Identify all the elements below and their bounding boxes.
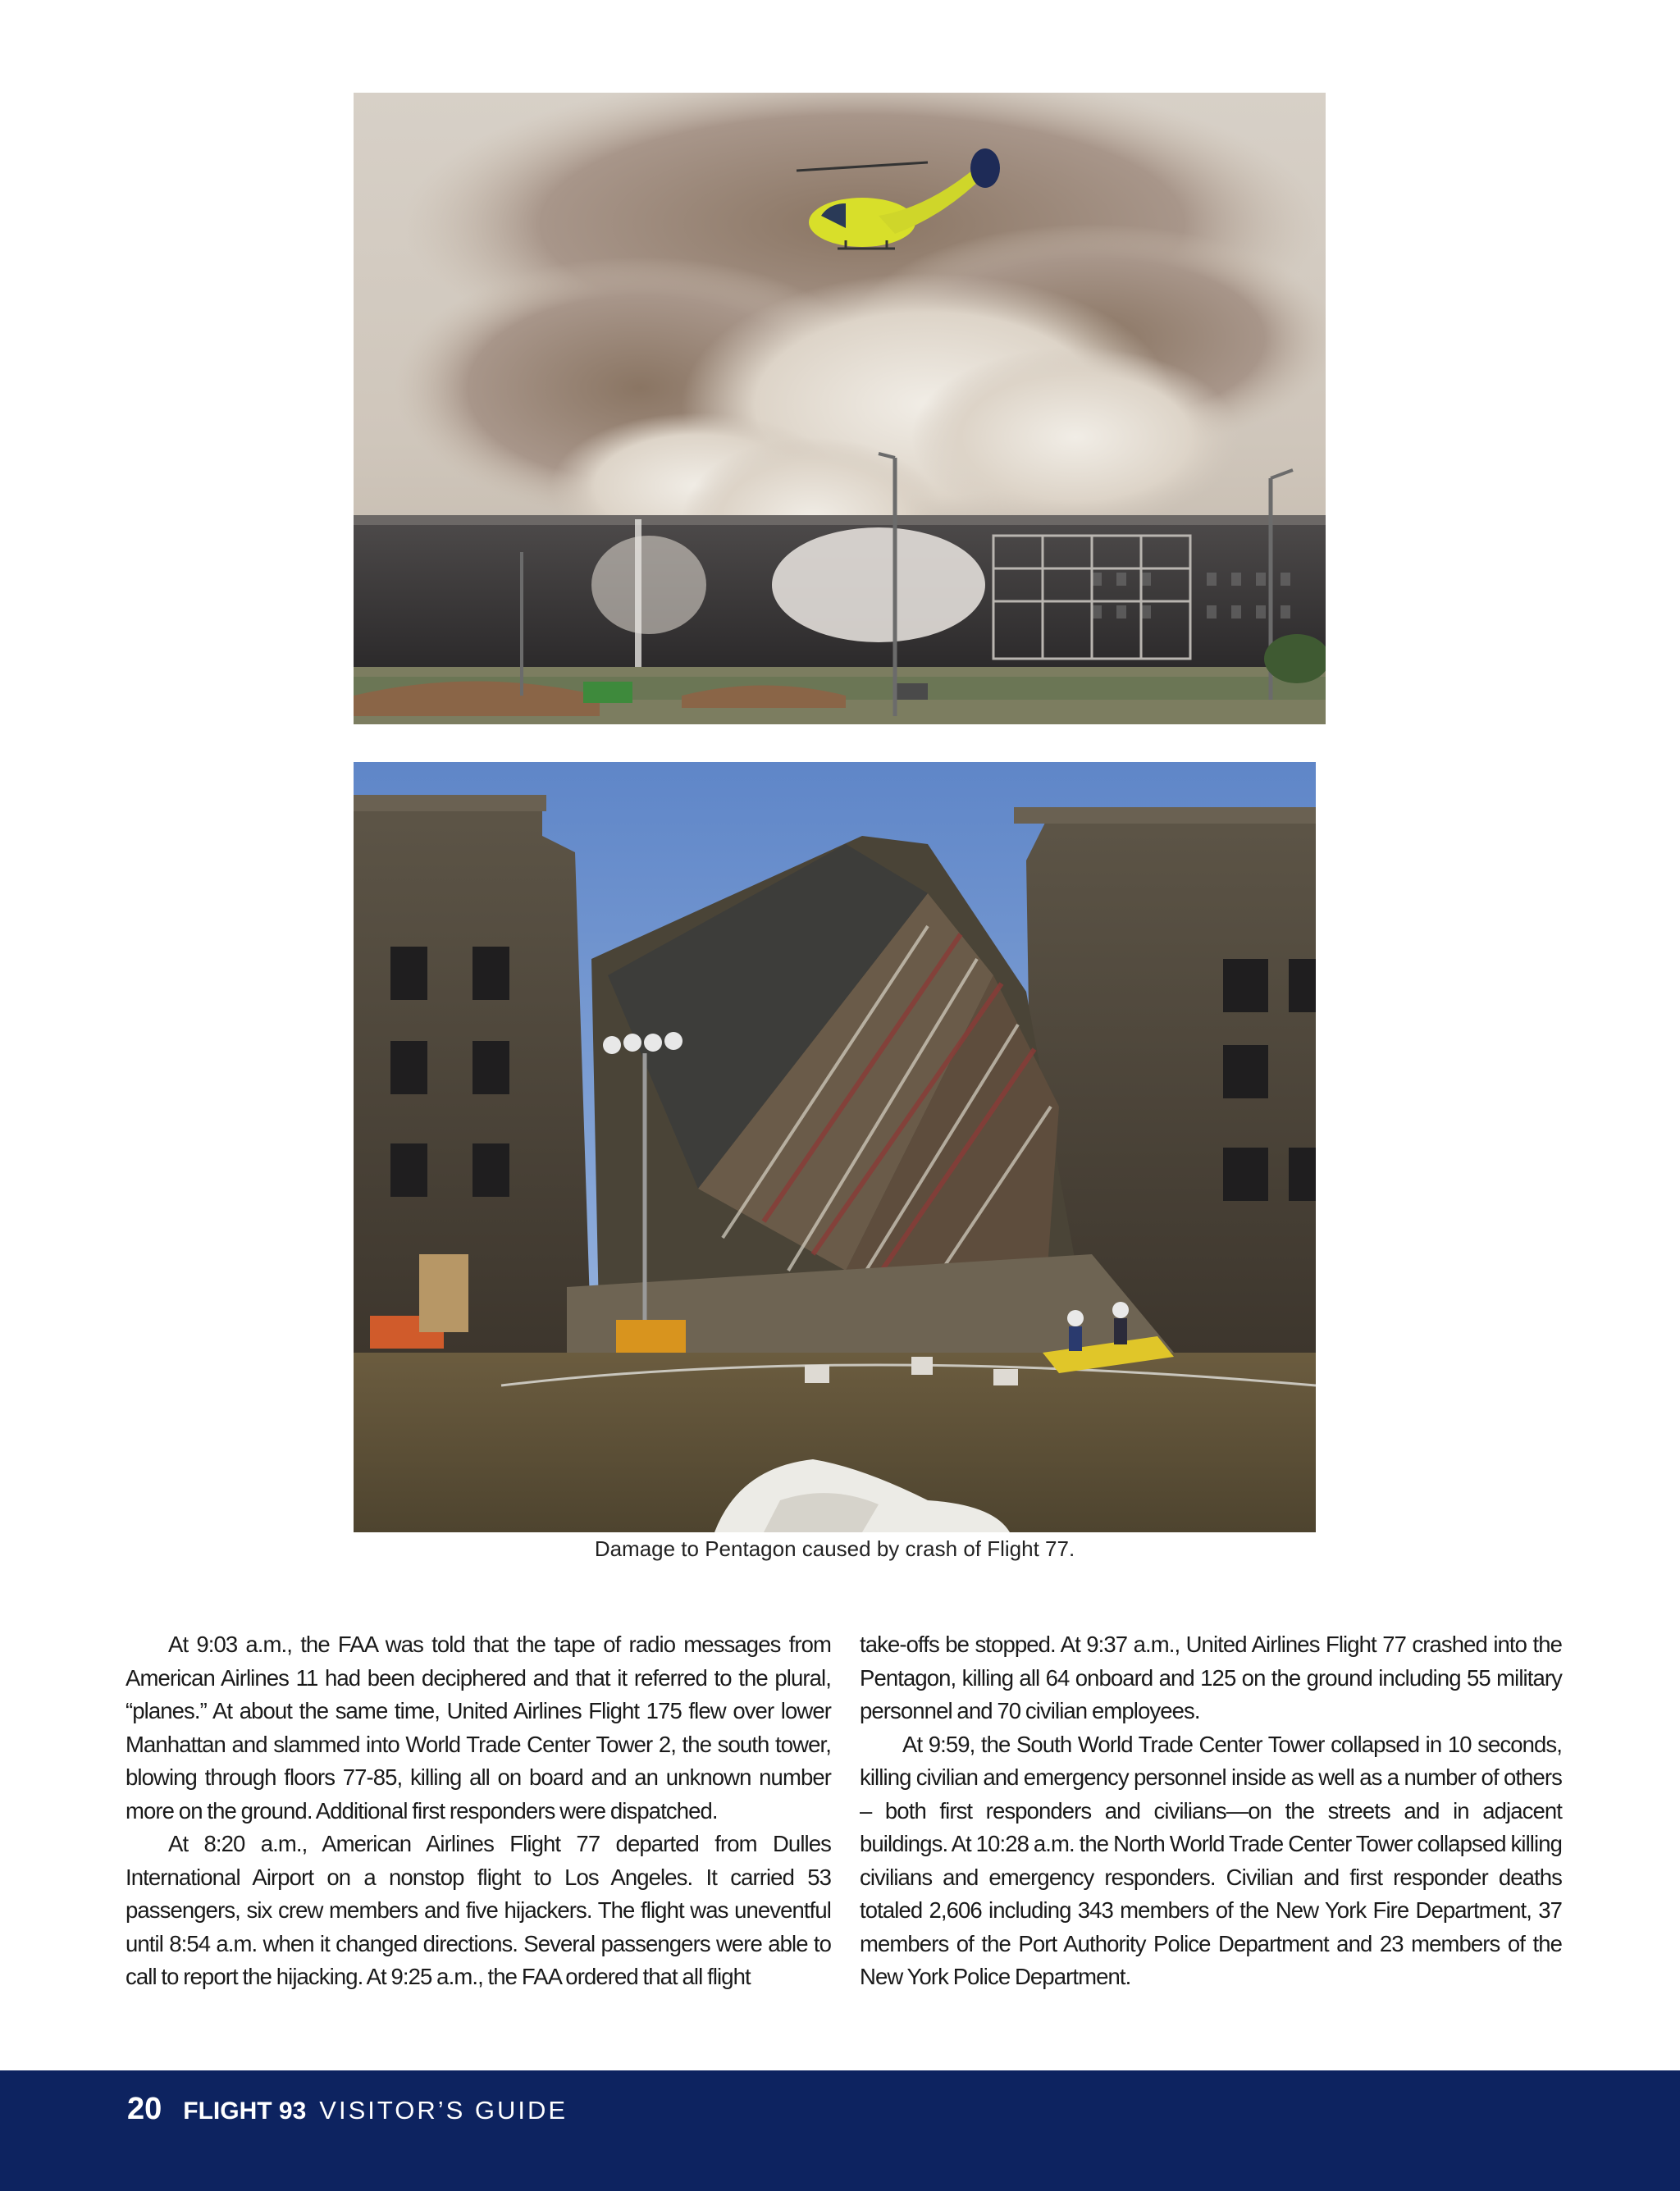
footer-title: [127, 2092, 568, 2133]
body-column-right: [860, 1628, 1562, 1994]
body-column-left: [126, 1628, 831, 1994]
body-paragraph: take-offs be stopped. At 9:37 a.m., United Airlines Flight 77 crashed into the Pentagon, killing all 64 onboard and 125 on the ground including 55 military personnel and 70 civilian employees.: [860, 1632, 1562, 1723]
photo-caption: Damage to Pentagon caused by crash of Flight 77.: [594, 1536, 1075, 1561]
pentagon-collapse-damage-photo-icon: [354, 762, 1316, 1532]
pentagon-collapse-photo: [354, 762, 1316, 1532]
guide-brand: FLIGHT 93: [183, 2097, 307, 2125]
guide-subtitle: VISITOR’S GUIDE: [319, 2096, 568, 2125]
page-number: 20: [127, 2092, 162, 2126]
pentagon-smoke-photo: [354, 93, 1326, 724]
pentagon-smoke-helicopter-photo-icon: [354, 93, 1326, 724]
body-paragraph: At 9:03 a.m., the FAA was told that the tape of radio messages from American Airlines 11 had been deciphered and that it referred to the plural, “planes.” At about the same time, United Airlines Flight 175 flew over lower Manhattan and slammed into World Trade Center Tower 2, the south tower, blowing through floors 77-85, killing all on board and an unknown number more on the ground. Additional first responders were dispatched.: [126, 1632, 831, 1824]
body-paragraph: At 8:20 a.m., American Airlines Flight 77 departed from Dulles International Airport on a nonstop flight to Los Angeles. It carried 53 passengers, six crew members and five hijackers. The flight was uneventful until 8:54 a.m. when it changed directions. Several passengers were able to call to report the hijacking. At 9:25 a.m., the FAA ordered that all flight: [126, 1831, 831, 1989]
body-paragraph: At 9:59, the South World Trade Center Tower collapsed in 10 seconds, killing civilian and emergency personnel inside as well as a number of others – both first responders and civilians—on the streets and in adjacent buildings. At 10:28 a.m. the North World Trade Center Tower collapsed killing civilians and emergency responders. Civilian and first responder deaths totaled 2,606 including 343 members of the New York Fire Department, 37 members of the Port Authority Police Department and 23 members of the New York Police Department.: [860, 1731, 1562, 1989]
